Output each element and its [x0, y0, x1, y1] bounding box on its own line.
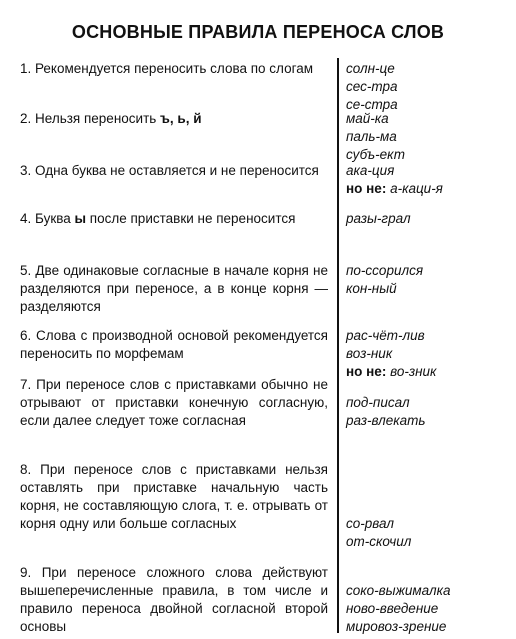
example-word: паль-ма: [346, 129, 397, 144]
example-word: май-ка: [346, 111, 389, 126]
examples-7: [346, 394, 511, 430]
rule-4-bold: ы: [74, 211, 87, 226]
rule-4: [20, 210, 328, 228]
rule-9: 9. При переносе сложного слова действуют вышеперечисленные правила, в том числе и правило переноса двойной согласной второй основы: [20, 565, 328, 634]
example-word: разы-грал: [346, 211, 411, 226]
rule-5: 5. Две одинаковые согласные в начале корня не разделяются при переносе, а в конце корня — разделяются: [20, 263, 328, 314]
examples-3: [346, 162, 511, 198]
example-word: мировоз-зрение: [346, 619, 447, 634]
rule-2-bold: ъ, ь, й: [160, 111, 202, 126]
examples-4: [346, 210, 511, 228]
example-word: кон-ный: [346, 281, 397, 296]
example-word: а-каци-я: [390, 181, 443, 196]
example-word: раз-влекать: [346, 413, 426, 428]
but-not-label: но не:: [346, 364, 387, 379]
example-word: от-скочил: [346, 534, 412, 549]
example-word: се-стра: [346, 97, 398, 112]
example-word: солн-це: [346, 61, 395, 76]
examples-8: [346, 515, 511, 551]
examples-6: [346, 327, 511, 381]
rule-1: 1. Рекомендуется переносить слова по слогам: [20, 61, 314, 76]
rule-6: 6. Слова с производной основой рекомендуется переносить по морфемам: [20, 328, 328, 361]
example-word: сес-тра: [346, 79, 398, 94]
example-not-line: [346, 363, 511, 381]
column-divider: [337, 58, 339, 633]
rule-3: 3. Одна буква не оставляется и не переносится: [20, 163, 319, 178]
example-word: со-рвал: [346, 516, 394, 531]
example-word: во-зник: [390, 364, 437, 379]
example-word: рас-чёт-лив: [346, 328, 425, 343]
examples-5: [346, 262, 511, 298]
examples-9: [346, 582, 511, 636]
rule-7: 7. При переносе слов с приставками обычно не отрывают от приставки конечную согласную, если далее следует тоже согласная: [20, 377, 328, 428]
examples-1: [346, 60, 511, 114]
example-not-line: [346, 180, 511, 198]
example-word: воз-ник: [346, 346, 393, 361]
example-word: ново-введение: [346, 601, 439, 616]
examples-2: [346, 110, 511, 164]
rule-4-text-pre: 4. Буква: [20, 211, 75, 226]
example-word: под-писал: [346, 395, 410, 410]
page-title: ОСНОВНЫЕ ПРАВИЛА ПЕРЕНОСА СЛОВ: [71, 22, 445, 42]
but-not-label: но не:: [346, 181, 387, 196]
rule-8: 8. При переносе слов с приставками нельзя оставлять при приставке начальную часть корня, не составляющую слога, т. е. отрывать от корня одну или больше согласных: [20, 462, 328, 531]
example-word: ака-ция: [346, 163, 395, 178]
example-word: субъ-ект: [346, 147, 405, 162]
example-word: по-ссорился: [346, 263, 424, 278]
rule-2-text: 2. Нельзя переносить: [20, 111, 161, 126]
rule-4-text-post: после приставки не переносится: [86, 211, 296, 226]
rule-2: [20, 110, 328, 128]
example-word: соко-выжималка: [346, 583, 451, 598]
